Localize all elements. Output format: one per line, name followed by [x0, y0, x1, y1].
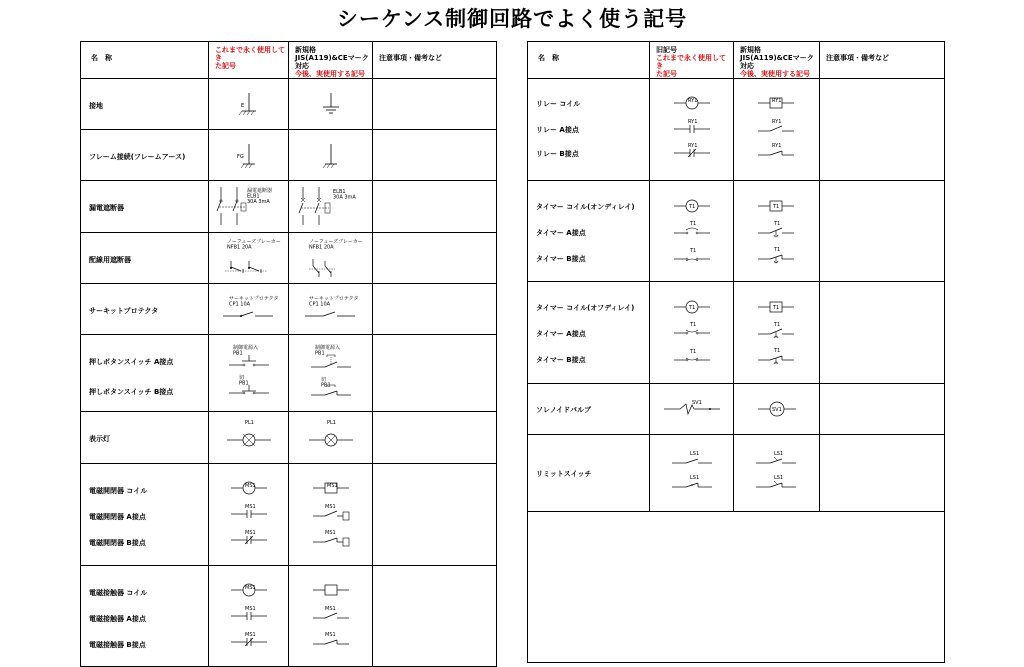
elb-new-label: ELB1 30A 3mA [333, 189, 356, 201]
relay-new-b-label: RY1 [772, 143, 782, 149]
cp-new-label: サーキットプロテクタ CP1 10A [309, 296, 359, 308]
mc-old-coil-label: MS1 [245, 585, 256, 591]
header-note: 注意事項・備考など [379, 54, 442, 62]
timer-off-new-symbol [734, 282, 820, 383]
mc-new-b-label: MS1 [325, 632, 336, 638]
header-old-red: これまで永く使用してき た記号 [215, 46, 285, 70]
header-old-red: これまで永く使用してき た記号 [656, 54, 726, 78]
timer-on-old-b-label: T1 [690, 248, 697, 254]
table-row [81, 412, 497, 464]
timer-off-old-a-label: T1 [690, 322, 697, 328]
row-name: 電磁開閉器 B接点 [89, 539, 146, 547]
cp-old-label: サーキットプロテクタ CP1 10A [229, 296, 279, 308]
row-name: 電磁接触器 コイル [89, 589, 148, 597]
row-name: 押しボタンスイッチ B接点 [89, 388, 174, 396]
pushbutton-old-symbol [209, 335, 289, 411]
pb-new-label: 制御電源入 PB1 [315, 345, 341, 357]
mc-new-symbol [289, 566, 373, 666]
row-name: 表示灯 [89, 435, 110, 443]
relay-old-coil-label: RY1 [688, 98, 698, 104]
pb-old-label2: 切 PB1 [239, 375, 249, 387]
timer-off-new-coil-label: T1 [773, 305, 780, 311]
table-row [81, 284, 497, 335]
table-row-empty [528, 512, 945, 663]
ls-old-a-label: LS1 [690, 451, 700, 457]
header-name: 名 称 [91, 54, 112, 62]
elb-old-label: 漏電遮断器 ELB1 30A 3mA [247, 188, 273, 205]
left-symbol-table [80, 41, 497, 667]
timer-on-new-coil-label: T1 [773, 204, 780, 210]
ms-new-symbol [289, 464, 373, 565]
table-row [81, 130, 497, 181]
relay-old-symbol [650, 79, 734, 180]
row-name: リレー A接点 [536, 126, 579, 134]
page-title: シーケンス制御回路でよく使う記号 [336, 7, 688, 31]
table-row [81, 566, 497, 667]
table-row [528, 282, 945, 384]
header-new-top: 新規格 JIS(A119)&CEマーク対応 [740, 46, 814, 70]
table-row [81, 79, 497, 130]
timer-on-old-coil-label: T1 [689, 204, 696, 210]
timer-on-new-a-label: T1 [774, 221, 781, 227]
ms-old-symbol [209, 464, 289, 565]
timer-off-new-a-label: T1 [774, 322, 781, 328]
header-new-red: 今後、実使用する記号 [295, 70, 365, 78]
pushbutton-new-symbol [289, 335, 373, 411]
timer-on-old-symbol [650, 181, 734, 281]
mc-old-b-label: MS1 [245, 632, 256, 638]
row-name: 電磁開閉器 コイル [89, 487, 148, 495]
header-old-top: 旧記号 [656, 46, 677, 54]
table-row [81, 335, 497, 412]
earth-old-symbol [209, 79, 289, 129]
row-name: フレーム接続(フレームアース) [89, 153, 186, 161]
nfb-new-label: ノーフューズブレーカー NFB1 20A [309, 239, 363, 251]
timer-off-new-b-label: T1 [774, 348, 781, 354]
header-name: 名 称 [538, 54, 559, 62]
table-row [81, 233, 497, 284]
frame-ground-new-symbol [289, 130, 373, 180]
relay-new-a-label: RY1 [772, 119, 782, 125]
row-name: リレー B接点 [536, 150, 579, 158]
timer-off-old-symbol [650, 282, 734, 383]
ms-new-a-label: MS1 [325, 504, 336, 510]
nfb-old-label: ノーフューズブレーカー NFB1 20A [227, 239, 281, 251]
limit-switch-old-symbol [650, 435, 734, 511]
elb-new-symbol [289, 181, 373, 232]
table-row [528, 79, 945, 181]
row-name: 接地 [89, 102, 103, 110]
relay-new-coil-label: RY1 [772, 98, 782, 104]
right-symbol-table [527, 41, 945, 663]
elb-old-symbol [209, 181, 289, 232]
ls-new-a-label: LS1 [774, 451, 784, 457]
left-header-row [81, 42, 497, 79]
row-name: 漏電遮断器 [89, 204, 124, 212]
pb-new-label2: 切 PB1 [321, 377, 331, 389]
lamp-old-symbol [209, 412, 289, 463]
limit-switch-new-symbol [734, 435, 820, 511]
timer-off-old-coil-label: T1 [689, 305, 696, 311]
row-name: リミットスイッチ [536, 470, 592, 478]
nfb-old-symbol [209, 233, 289, 283]
ms-old-coil-label: MS1 [245, 483, 256, 489]
table-row [81, 181, 497, 233]
mc-old-symbol [209, 566, 289, 666]
relay-new-symbol [734, 79, 820, 180]
nfb-new-symbol [289, 233, 373, 283]
row-name: 電磁開閉器 A接点 [89, 513, 146, 521]
row-name: サーキットプロテクタ [89, 307, 159, 315]
row-name: タイマー コイル(オフディレイ) [536, 304, 635, 312]
lamp-new-label: PL1 [327, 420, 336, 426]
timer-on-new-symbol [734, 181, 820, 281]
earth-old-label: E [241, 103, 245, 109]
row-name: タイマー B接点 [536, 356, 586, 364]
lamp-new-symbol [289, 412, 373, 463]
table-row [81, 464, 497, 566]
row-name: 配線用遮断器 [89, 256, 131, 264]
ms-old-b-label: MS1 [245, 530, 256, 536]
ls-new-b-label: LS1 [774, 475, 784, 481]
mc-old-a-label: MS1 [245, 606, 256, 612]
solenoid-new-label: SV1 [772, 407, 782, 413]
solenoid-new-symbol [734, 384, 820, 434]
row-name: 電磁接触器 A接点 [89, 615, 146, 623]
row-name: 押しボタンスイッチ A接点 [89, 358, 174, 366]
frame-ground-old-symbol [209, 130, 289, 180]
header-note: 注意事項・備考など [826, 54, 889, 62]
row-name: タイマー B接点 [536, 255, 586, 263]
table-row [528, 384, 945, 435]
table-row [528, 435, 945, 512]
relay-old-b-label: RY1 [688, 143, 698, 149]
timer-on-old-a-label: T1 [690, 221, 697, 227]
ms-new-coil-label: MS1 [327, 483, 338, 489]
row-name: タイマー A接点 [536, 330, 586, 338]
ms-new-b-label: MS1 [325, 530, 336, 536]
row-name: ソレノイドバルブ [536, 406, 591, 414]
header-new-top: 新規格 JIS(A119)&CEマーク対応 [295, 46, 369, 70]
pb-old-label: 制御電源入 PB1 [233, 345, 259, 357]
solenoid-old-symbol [650, 384, 734, 434]
row-name: タイマー A接点 [536, 229, 586, 237]
row-name: タイマー コイル(オンディレイ) [536, 203, 635, 211]
header-new-red: 今後、実使用する記号 [740, 70, 810, 78]
timer-on-new-b-label: T1 [774, 247, 781, 253]
relay-old-a-label: RY1 [688, 119, 698, 125]
ls-old-b-label: LS1 [690, 475, 700, 481]
mc-new-a-label: MS1 [325, 606, 336, 612]
earth-new-symbol [289, 79, 373, 129]
right-header-row [528, 42, 945, 79]
lamp-old-label: PL1 [245, 420, 254, 426]
cp-old-symbol [209, 284, 289, 334]
timer-off-old-b-label: T1 [690, 349, 697, 355]
ms-old-a-label: MS1 [245, 504, 256, 510]
row-name: 電磁接触器 B接点 [89, 641, 146, 649]
cp-new-symbol [289, 284, 373, 334]
row-name: リレー コイル [536, 100, 581, 108]
solenoid-old-label: SV1 [692, 400, 702, 406]
table-row [528, 181, 945, 282]
frame-ground-old-label: FG [237, 154, 244, 160]
